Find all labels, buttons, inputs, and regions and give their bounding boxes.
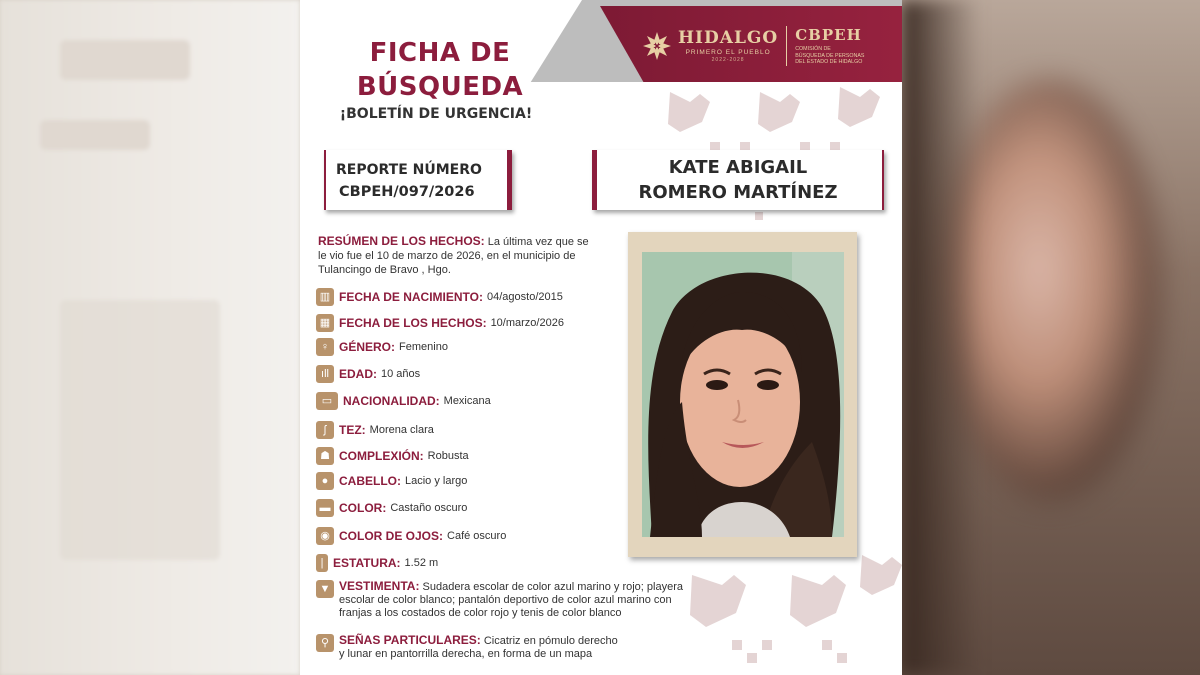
field-value: Femenino	[399, 341, 448, 353]
background-right	[900, 0, 1200, 675]
field-hair	[316, 472, 467, 490]
field-nationality	[316, 392, 491, 410]
field-value: 1.52 m	[404, 557, 439, 569]
field-clothing	[316, 580, 686, 620]
field-hair-color	[316, 499, 467, 517]
field-label: COMPLEXIÓN:	[339, 449, 424, 463]
field-distinguishing-marks	[316, 634, 626, 661]
person-photo	[642, 252, 844, 537]
title-line-1: FICHA DE	[369, 38, 511, 68]
field-gender	[316, 338, 448, 356]
field-label: NACIONALIDAD:	[343, 394, 440, 408]
org-line-1: COMISIÓN DE	[795, 46, 831, 53]
field-value: 10/marzo/2026	[490, 317, 564, 329]
field-value: Café oscuro	[447, 530, 507, 542]
field-skin	[316, 421, 434, 439]
field-label: GÉNERO:	[339, 340, 396, 354]
shirt-icon: ▼	[316, 580, 334, 598]
field-value: Sudadera escolar de color azul marino y rojo; playera escolar de color blanco; pantalón deportivo de color azul marino con franjas a los costados de color rojo y tenis de color blanco	[339, 581, 683, 619]
field-value: Morena clara	[369, 424, 434, 436]
page-subtitle: ¡BOLETÍN DE URGENCIA!	[339, 106, 533, 122]
eye-icon: ◉	[316, 527, 334, 545]
field-value: Lacio y largo	[405, 475, 468, 487]
gender-icon: ♀	[316, 338, 334, 356]
body-icon: ☗	[316, 447, 334, 465]
field-value: Mexicana	[443, 395, 491, 407]
background-left	[0, 0, 300, 675]
color-icon: ▬	[316, 499, 334, 517]
field-label: ESTATURA:	[333, 556, 401, 570]
person-name-box	[592, 150, 884, 210]
field-label: FECHA DE NACIMIENTO:	[339, 290, 483, 304]
field-label: FECHA DE LOS HECHOS:	[339, 316, 487, 330]
report-number-box	[324, 150, 512, 210]
field-age	[316, 365, 420, 383]
summary-label: RESÚMEN DE LOS HECHOS:	[318, 234, 485, 248]
field-value: Robusta	[427, 450, 469, 462]
field-label: SEÑAS PARTICULARES:	[339, 633, 481, 647]
title-line-2: BÚSQUEDA	[356, 72, 524, 102]
age-icon: ıll	[316, 365, 334, 383]
field-label: TEZ:	[339, 423, 366, 437]
name-line-1: KATE ABIGAIL	[668, 157, 808, 178]
field-label: COLOR DE OJOS:	[339, 529, 444, 543]
brand-divider	[786, 26, 787, 66]
photo-frame	[628, 232, 857, 557]
name-line-2: ROMERO MARTÍNEZ	[638, 182, 838, 203]
field-height	[316, 554, 438, 572]
org-line-2: BÚSQUEDA DE PERSONAS	[795, 52, 865, 59]
org-short-name: CBPEH	[795, 26, 862, 45]
field-value: Cicatriz en pómulo derecho y lunar en pantorrilla derecha, en forma de un mapa	[339, 635, 618, 660]
field-label: EDAD:	[339, 367, 377, 381]
report-label: REPORTE NÚMERO	[336, 162, 482, 178]
org-line-3: DEL ESTADO DE HIDALGO	[795, 59, 863, 66]
field-value: 04/agosto/2015	[487, 291, 563, 303]
field-birthdate	[316, 288, 563, 306]
magnifier-icon: ⚲	[316, 634, 334, 652]
field-value: 10 años	[381, 368, 421, 380]
field-label: CABELLO:	[339, 474, 401, 488]
brand-name: HIDALGO	[678, 27, 779, 48]
summary	[318, 234, 596, 277]
bird-pattern-bottom	[672, 545, 902, 675]
field-build	[316, 447, 469, 465]
summary-text: La última vez que se le vio fue el 10 de marzo de 2026, en el municipio de Tulancingo de Bravo , Hgo.	[318, 236, 589, 276]
field-event-date	[316, 314, 564, 332]
field-label: COLOR:	[339, 501, 387, 515]
brand-years: 2022-2028	[711, 56, 745, 63]
org-full-name	[795, 46, 885, 66]
report-number: CBPEH/097/2026	[339, 184, 475, 200]
id-card-icon: ▭	[316, 392, 338, 410]
height-icon: |	[316, 554, 328, 572]
brand-tagline: PRIMERO EL PUEBLO	[685, 48, 771, 56]
field-label: VESTIMENTA:	[339, 579, 420, 593]
brand-logo	[642, 26, 885, 66]
cake-icon: ▥	[316, 288, 334, 306]
search-poster	[300, 0, 902, 675]
star-logo-icon	[642, 31, 672, 61]
field-value: Castaño oscuro	[390, 502, 468, 514]
skin-icon: ʃ	[316, 421, 334, 439]
calendar-icon: ▦	[316, 314, 334, 332]
field-eye-color	[316, 527, 506, 545]
hair-icon: ●	[316, 472, 334, 490]
page-title	[350, 36, 530, 104]
